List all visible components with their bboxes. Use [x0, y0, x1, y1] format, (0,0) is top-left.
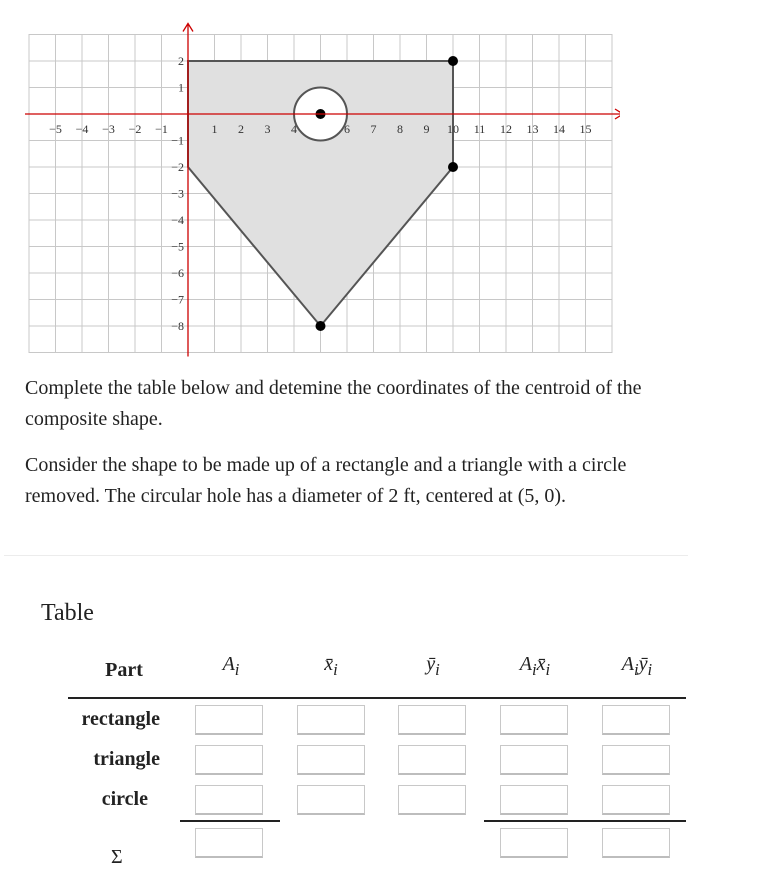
vertex-point — [448, 56, 458, 66]
rectangle-ybar-input[interactable] — [398, 705, 466, 735]
sum-rule-area — [180, 820, 280, 822]
y-tick-label: −2 — [171, 160, 184, 174]
x-tick-label: 8 — [397, 122, 403, 136]
x-tick-label: 14 — [553, 122, 565, 136]
vertex-point — [316, 321, 326, 331]
x-tick-label: −5 — [49, 122, 62, 136]
shape-description-text: Consider the shape to be made up of a rectangle and a triangle with a circle removed. The circular hole has a diameter of 2 ft, centered at (5, 0). — [25, 454, 627, 507]
triangle-xbar-input[interactable] — [297, 745, 365, 775]
sum-label: Σ — [111, 846, 123, 868]
y-tick-label: −4 — [171, 213, 184, 227]
circle-ybar-input[interactable] — [398, 785, 466, 815]
table-title: Table — [41, 600, 94, 626]
x-tick-label: 13 — [526, 122, 539, 136]
sum-ay-input[interactable] — [602, 828, 670, 858]
rectangle-ay-input[interactable] — [602, 705, 670, 735]
y-tick-label: 1 — [178, 80, 184, 95]
x-tick-label: 11 — [473, 122, 486, 136]
x-tick-label: 2 — [238, 122, 244, 136]
x-tick-label: 10 — [447, 122, 459, 136]
row-label-circle: circle — [101, 788, 148, 810]
x-tick-label: 3 — [264, 122, 271, 136]
header-x-bar: $x̄_i$ — [324, 653, 338, 679]
x-tick-label: 12 — [500, 122, 512, 136]
rectangle-ax-input[interactable] — [500, 705, 568, 735]
sum-rule-moments — [484, 820, 686, 822]
triangle-ybar-input[interactable] — [398, 745, 466, 775]
vertex-point — [448, 162, 458, 172]
y-tick-label: −8 — [171, 319, 184, 333]
sum-ax-input[interactable] — [500, 828, 568, 858]
section-divider — [4, 555, 688, 556]
sum-area-input[interactable] — [195, 828, 263, 858]
triangle-ax-input[interactable] — [500, 745, 568, 775]
y-tick-label: −5 — [171, 239, 184, 254]
row-label-rectangle: rectangle — [81, 708, 160, 730]
instruction-text: Complete the table below and detemine the coordinates of the centroid of the composite shape. — [25, 377, 642, 430]
header-y-bar: $ȳ_i$ — [426, 653, 440, 679]
x-tick-label: 9 — [423, 122, 430, 136]
header-area-times-x: $A_ix̄_i$ — [519, 653, 551, 679]
header-area-times-y: $A_iȳ_i$ — [621, 653, 653, 679]
circle-ax-input[interactable] — [500, 785, 568, 815]
header-rule — [68, 697, 686, 699]
x-tick-label: 4 — [291, 122, 297, 136]
row-label-triangle: triangle — [93, 748, 160, 770]
y-tick-label: −7 — [171, 292, 184, 307]
y-tick-label: 2 — [178, 54, 184, 68]
y-tick-label: −1 — [171, 133, 184, 148]
y-tick-label: −3 — [171, 186, 184, 201]
x-tick-label: −1 — [155, 122, 168, 136]
triangle-ay-input[interactable] — [602, 745, 670, 775]
x-tick-label: 7 — [370, 122, 377, 136]
circle-area-input[interactable] — [195, 785, 263, 815]
y-tick-labels — [171, 54, 184, 333]
x-tick-label: 1 — [211, 122, 218, 136]
x-tick-label: −2 — [128, 122, 142, 136]
triangle-area-input[interactable] — [195, 745, 263, 775]
header-area: $A_i$ — [222, 653, 240, 679]
x-tick-label: 6 — [344, 122, 350, 136]
circle-xbar-input[interactable] — [297, 785, 365, 815]
rectangle-xbar-input[interactable] — [297, 705, 365, 735]
coordinate-graph — [0, 0, 620, 362]
x-tick-label: 15 — [579, 122, 592, 136]
header-part: Part — [105, 659, 143, 681]
y-tick-label: −6 — [171, 266, 184, 280]
x-tick-label: −4 — [75, 122, 89, 136]
x-tick-label: −3 — [102, 122, 115, 136]
circle-ay-input[interactable] — [602, 785, 670, 815]
rectangle-area-input[interactable] — [195, 705, 263, 735]
